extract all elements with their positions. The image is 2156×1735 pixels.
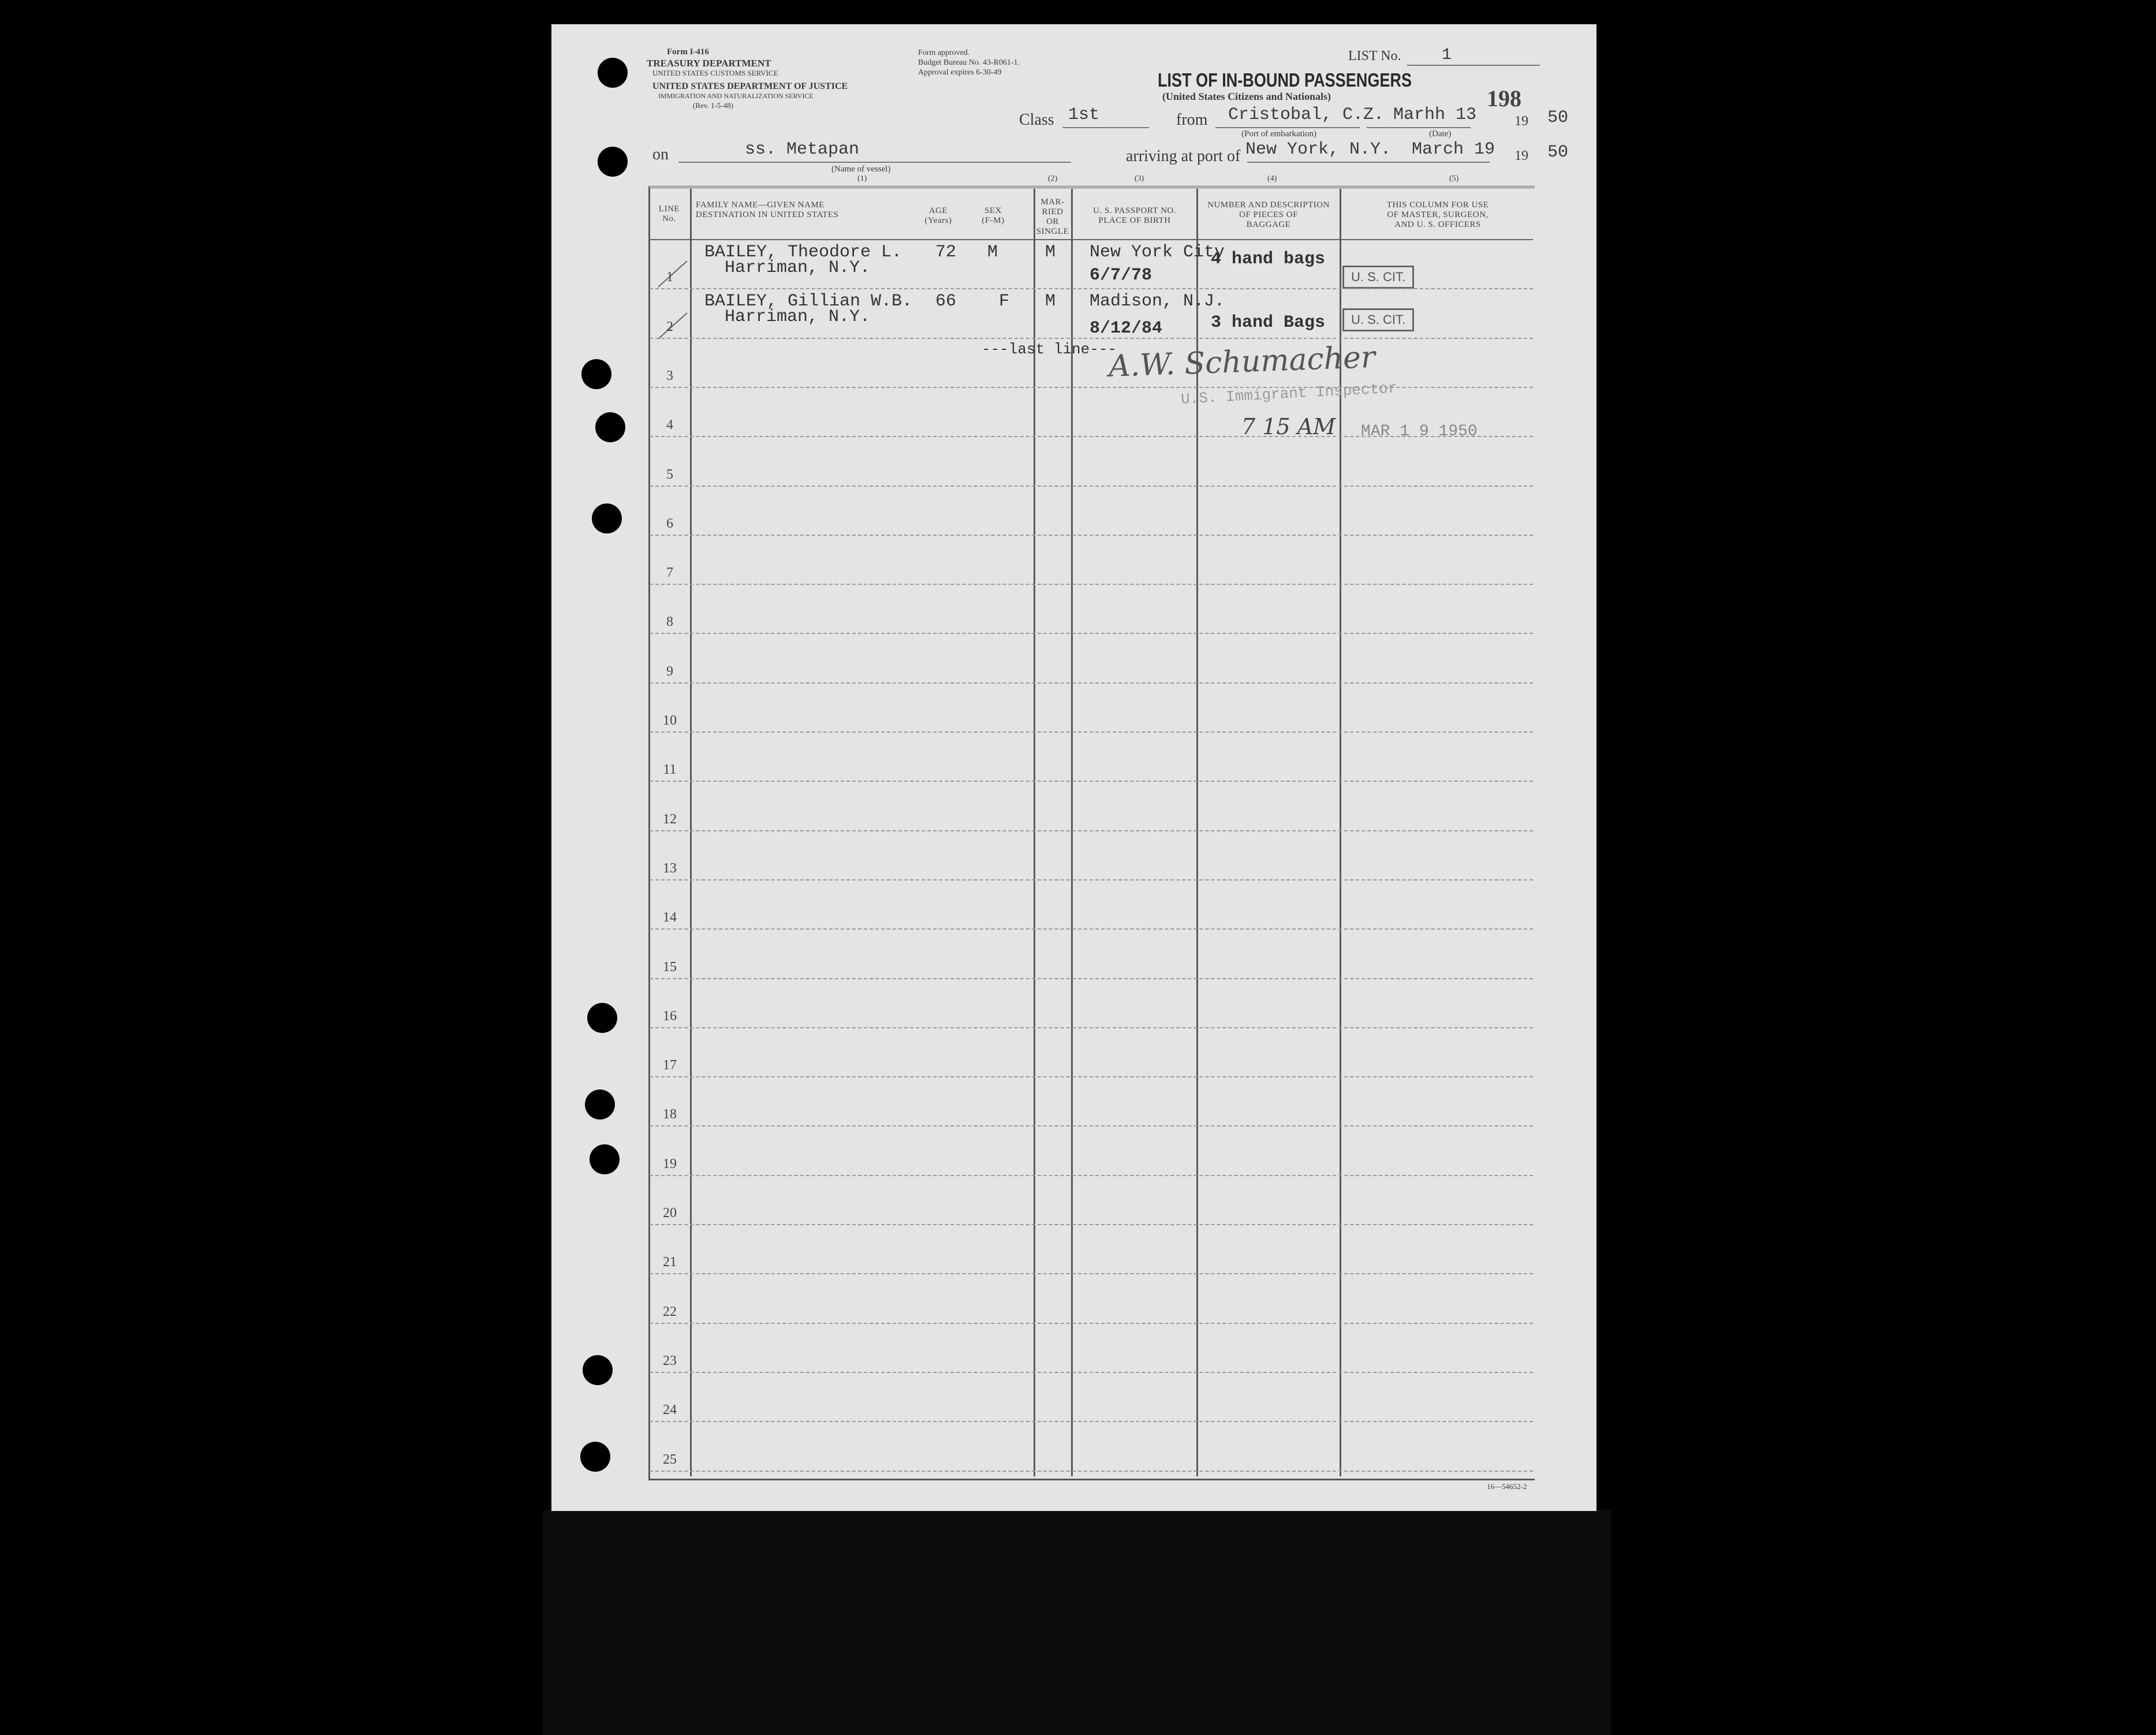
on-label: on [652, 145, 669, 163]
form-approved: Form approved. [918, 48, 970, 57]
column-divider [1034, 189, 1035, 1476]
department-of-justice: UNITED STATES DEPARTMENT OF JUSTICE [652, 81, 848, 91]
passenger-1-birthplace: New York City [1090, 242, 1225, 262]
row-rule [650, 633, 1533, 634]
line-number: 15 [663, 959, 677, 975]
row-rule [650, 1471, 1533, 1472]
line-number: 9 [666, 663, 673, 679]
form-number: Form I-416 [667, 47, 709, 57]
row-rule [650, 387, 1533, 388]
row-rule [650, 682, 1533, 684]
inspector-signature: A.W. Schumacher [1108, 339, 1376, 385]
date-underline [1367, 127, 1471, 128]
treasury-department: TREASURY DEPARTMENT [647, 58, 771, 69]
inspector-stamp: U.S. Immigrant Inspector [1180, 379, 1397, 408]
vessel-name: ss. Metapan [745, 140, 860, 159]
list-number-label: LIST No. [1348, 48, 1401, 64]
arriving-label: arriving at port of [1126, 147, 1241, 165]
punch-hole [590, 1144, 620, 1174]
scan-background [543, 1510, 1611, 1735]
column-number-4: (4) [1267, 174, 1277, 183]
punch-hole [580, 1442, 610, 1472]
column-divider [1071, 189, 1073, 1476]
arrival-port: New York, N.Y. [1245, 140, 1392, 159]
arrival-year-prefix: 19 [1515, 148, 1528, 163]
row-rule [650, 535, 1533, 536]
header-line-no: LINE No. [658, 204, 680, 223]
passenger-2-name: BAILEY, Gillian W.B. [704, 292, 913, 311]
class-label: Class [1019, 111, 1054, 129]
form-revision: (Rev. 1-5-48) [693, 101, 733, 110]
vessel-caption: (Name of vessel) [831, 165, 891, 174]
header-baggage: NUMBER AND DESCRIPTION OF PIECES OF BAGGAGE [1207, 200, 1330, 229]
class-underline [1062, 127, 1149, 128]
ins-service: IMMIGRATION AND NATURALIZATION SERVICE [658, 92, 814, 100]
line-number: 10 [663, 713, 677, 728]
passenger-2-baggage: 3 hand Bags [1211, 313, 1326, 333]
row-rule [650, 1224, 1533, 1225]
line-number: 12 [663, 811, 677, 827]
class-value: 1st [1068, 105, 1100, 125]
row-rule [650, 1372, 1533, 1373]
passenger-2-destination: Harriman, N.Y. [725, 307, 871, 327]
passenger-1-age: 72 [935, 242, 957, 262]
print-code: 16—54652-2 [1487, 1482, 1527, 1491]
line-number: 7 [666, 565, 673, 581]
passenger-manifest-page [551, 24, 1597, 1511]
line-number: 18 [663, 1107, 677, 1122]
column-number-2: (2) [1048, 174, 1058, 183]
manifest-subtitle: (United States Citizens and Nationals) [1162, 91, 1331, 102]
line-number: 5 [666, 467, 673, 482]
row-rule [650, 1421, 1533, 1422]
passenger-2-married: M [1045, 292, 1056, 311]
year-value: 50 [1547, 108, 1569, 128]
line-number: 14 [663, 910, 677, 926]
column-divider [1196, 189, 1198, 1476]
line-number: 2 [666, 319, 673, 334]
arrival-underline [1247, 162, 1490, 163]
punch-hole [592, 503, 622, 533]
column-number-5: (5) [1449, 174, 1459, 183]
header-sex: SEX (F-M) [982, 206, 1005, 225]
passenger-1-birthdate: 6/7/78 [1090, 266, 1152, 285]
passenger-1-citizen-stamp: U. S. CIT. [1342, 266, 1414, 289]
row-rule [650, 436, 1533, 437]
passenger-2-citizen-stamp: U. S. CIT. [1342, 308, 1414, 331]
row-rule [650, 978, 1533, 979]
row-rule [650, 1175, 1533, 1176]
row-rule [650, 1125, 1533, 1126]
passenger-1-baggage: 4 hand bags [1211, 249, 1326, 269]
row-rule [650, 830, 1533, 831]
line-number: 6 [666, 516, 673, 531]
passenger-1-sex: M [987, 242, 998, 262]
arrival-time-note: 7 15 AM [1241, 414, 1336, 439]
passenger-2-birthdate: 8/12/84 [1090, 319, 1163, 338]
from-label: from [1176, 111, 1208, 129]
row-rule [650, 584, 1533, 585]
row-rule [650, 338, 1533, 339]
embarkation-caption: (Port of embarkation) [1241, 129, 1316, 139]
passenger-1-destination: Harriman, N.Y. [725, 258, 871, 278]
line-number: 1 [666, 270, 673, 285]
line-number: 4 [666, 417, 673, 433]
header-officers: THIS COLUMN FOR USE OF MASTER, SURGEON, AND U. S. OFFICERS [1386, 200, 1489, 229]
passenger-1-married: M [1045, 242, 1056, 262]
vessel-underline [678, 162, 1071, 163]
passenger-1-name: BAILEY, Theodore L. [704, 242, 902, 262]
stamped-number: 198 [1487, 85, 1521, 111]
passenger-2-sex: F [999, 292, 1010, 311]
budget-bureau: Budget Bureau No. 43-R061-1. [918, 58, 1020, 67]
line-number: 25 [663, 1452, 677, 1467]
punch-hole [581, 359, 611, 389]
embarkation-port: Cristobal, C.Z. [1228, 105, 1385, 125]
punch-hole [598, 58, 628, 88]
passenger-2-birthplace: Madison, N.J. [1090, 292, 1225, 311]
header-passport: U. S. PASSPORT NO. PLACE OF BIRTH [1093, 206, 1176, 225]
column-divider [690, 189, 692, 1476]
line-number: 11 [663, 762, 677, 778]
date-caption: (Date) [1429, 129, 1452, 139]
manifest-table [648, 186, 1535, 1480]
header-name: FAMILY NAME—GIVEN NAME DESTINATION IN UNITED STATES [696, 200, 839, 219]
column-number-1: (1) [857, 174, 867, 183]
row-rule [650, 1027, 1533, 1028]
arrival-year: 50 [1547, 143, 1569, 162]
column-number-3: (3) [1135, 174, 1144, 183]
inspection-date-stamp: MAR 1 9 1950 [1361, 423, 1478, 441]
line-number: 8 [666, 614, 673, 630]
line-number: 24 [663, 1402, 677, 1418]
last-line-marker: ---last line--- [982, 341, 1117, 358]
row-rule [650, 1323, 1533, 1324]
line-number: 23 [663, 1353, 677, 1368]
header-age: AGE (Years) [924, 206, 952, 225]
line-number: 17 [663, 1058, 677, 1073]
embarkation-date: Marhh 13 [1393, 105, 1477, 125]
line-number: 13 [663, 860, 677, 876]
line-number: 3 [666, 368, 673, 383]
row-rule [650, 288, 1533, 289]
line-number: 21 [663, 1255, 677, 1270]
approval-expires: Approval expires 6-30-49 [918, 68, 1002, 77]
arrival-date: March 19 [1412, 140, 1495, 159]
punch-hole [585, 1089, 615, 1120]
list-number-underline [1407, 65, 1540, 66]
line-number: 19 [663, 1156, 677, 1171]
line-number: 20 [663, 1206, 677, 1221]
row-rule [650, 1076, 1533, 1077]
row-rule [650, 879, 1533, 880]
customs-service: UNITED STATES CUSTOMS SERVICE [652, 69, 778, 77]
row-rule [650, 486, 1533, 487]
year-prefix: 19 [1515, 114, 1528, 129]
row-rule [650, 732, 1533, 733]
list-number-value: 1 [1442, 46, 1452, 64]
punch-hole [595, 412, 625, 442]
manifest-title: LIST OF IN-BOUND PASSENGERS [1158, 69, 1412, 91]
row-rule [650, 1273, 1533, 1274]
punch-hole [598, 147, 628, 177]
row-rule [650, 928, 1533, 930]
punch-hole [587, 1003, 617, 1033]
passenger-2-age: 66 [935, 292, 957, 311]
header-married: MAR- RIED OR SINGLE [1036, 197, 1069, 236]
row-rule [650, 781, 1533, 782]
from-underline [1215, 127, 1360, 128]
line-number: 22 [663, 1304, 677, 1319]
line-number: 16 [663, 1008, 677, 1024]
punch-hole [583, 1355, 613, 1385]
header-rule [648, 239, 1533, 240]
